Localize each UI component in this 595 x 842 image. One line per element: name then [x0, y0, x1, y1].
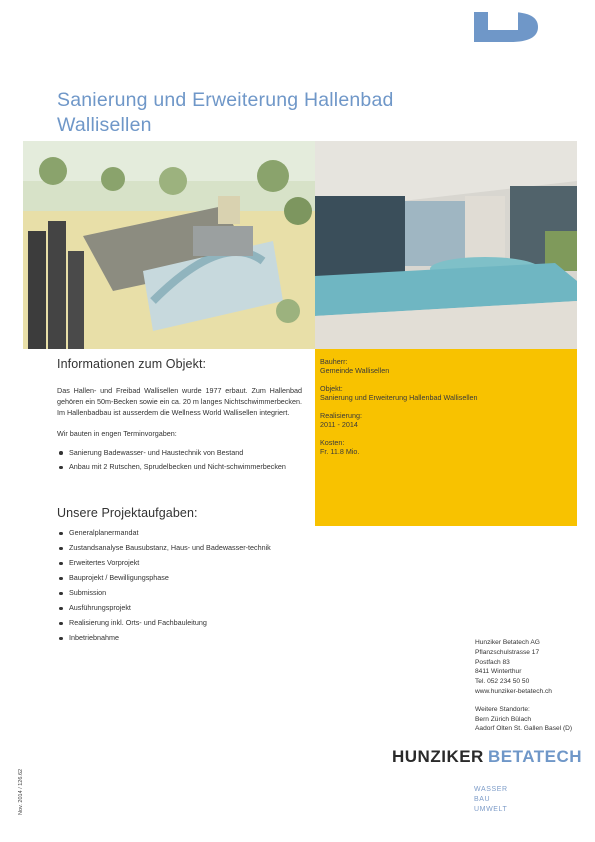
project-tasks-section: [57, 506, 302, 648]
list-item: Zustandsanalyse Bausubstanz, Haus- und Badewasser-technik: [57, 543, 302, 553]
company-name: Hunziker Betatech AG: [475, 639, 540, 646]
list-item: Ausführungsprojekt: [57, 603, 302, 613]
fact-realisation: [320, 411, 572, 429]
object-info-list: [57, 448, 302, 473]
fact-label: Realisierung:: [320, 411, 362, 420]
list-item: Bauprojekt / Bewilligungsphase: [57, 573, 302, 583]
project-tasks-list: [57, 528, 302, 643]
tagline-line: BAU: [474, 796, 491, 803]
project-tasks-heading: Unsere Projektaufgaben:: [57, 506, 198, 520]
object-info-lead: Wir bauten in engen Terminvorgaben:: [57, 428, 177, 438]
logo-betatech: BETATECH: [488, 747, 583, 766]
object-info-section: [57, 357, 302, 477]
document-code: Nov. 2014 / 126.62: [18, 768, 24, 815]
fact-value: Gemeinde Wallisellen: [320, 366, 390, 375]
fact-label: Objekt:: [320, 384, 343, 393]
address-phone: Tel. 052 234 50 50: [475, 678, 530, 686]
object-info-heading: Informationen zum Objekt:: [57, 357, 207, 371]
list-item: Anbau mit 2 Rutschen, Sprudelbecken und Nicht-schwimmerbecken: [57, 462, 302, 472]
tagline-line: UMWELT: [474, 806, 508, 813]
company-logo: [392, 747, 582, 769]
tagline-line: WASSER: [474, 786, 508, 793]
locations-line-1: Bern Zürich Bülach: [475, 715, 532, 723]
fact-client: [320, 357, 572, 375]
list-item: Submission: [57, 588, 302, 598]
logo-corner-mark: [474, 12, 538, 42]
address-city: 8411 Winterthur: [475, 668, 522, 676]
logo-tagline: [474, 785, 508, 815]
list-item: Realisierung inkl. Orts- und Fachbauleitung: [57, 618, 302, 628]
rendering-exterior-image: [23, 141, 315, 349]
company-address: [475, 638, 585, 734]
address-street: Pflanzschulstrasse 17: [475, 648, 540, 656]
object-info-paragraph: Das Hallen- und Freibad Wallisellen wurde 1977 erbaut. Zum Hallenbad gehören ein 50m-Becken sowie ein ca. 20 m langes Nichtschwimmerbecken. Im Hallenbadbau ist ausserdem die Wellness World Wallisellen integriert.: [57, 386, 302, 418]
fact-value: Fr. 11.8 Mio.: [320, 447, 360, 456]
fact-value: Sanierung und Erweiterung Hallenbad Wallisellen: [320, 393, 478, 402]
fact-costs: [320, 438, 572, 456]
fact-value: 2011 - 2014: [320, 420, 358, 429]
list-item: Inbetriebnahme: [57, 633, 302, 643]
locations-label: Weitere Standorte:: [475, 705, 530, 713]
fact-label: Bauherr:: [320, 357, 348, 366]
project-facts-box: [315, 349, 577, 526]
list-item: Generalplanermandat: [57, 528, 302, 538]
address-postbox: Postfach 83: [475, 658, 510, 666]
fact-label: Kosten:: [320, 438, 345, 447]
locations-line-2: Aadorf Olten St. Gallen Basel (D): [475, 725, 573, 733]
logo-hunziker: HUNZIKER: [392, 747, 484, 766]
page-title: Sanierung und Erweiterung Hallenbad Wallisellen: [57, 89, 394, 136]
address-web-link[interactable]: www.hunziker-betatech.ch: [475, 687, 552, 695]
fact-object: [320, 384, 572, 402]
list-item: Sanierung Badewasser- und Haustechnik von Bestand: [57, 448, 302, 458]
photo-indoor-pool-image: [315, 141, 577, 349]
list-item: Erweitertes Vorprojekt: [57, 558, 302, 568]
